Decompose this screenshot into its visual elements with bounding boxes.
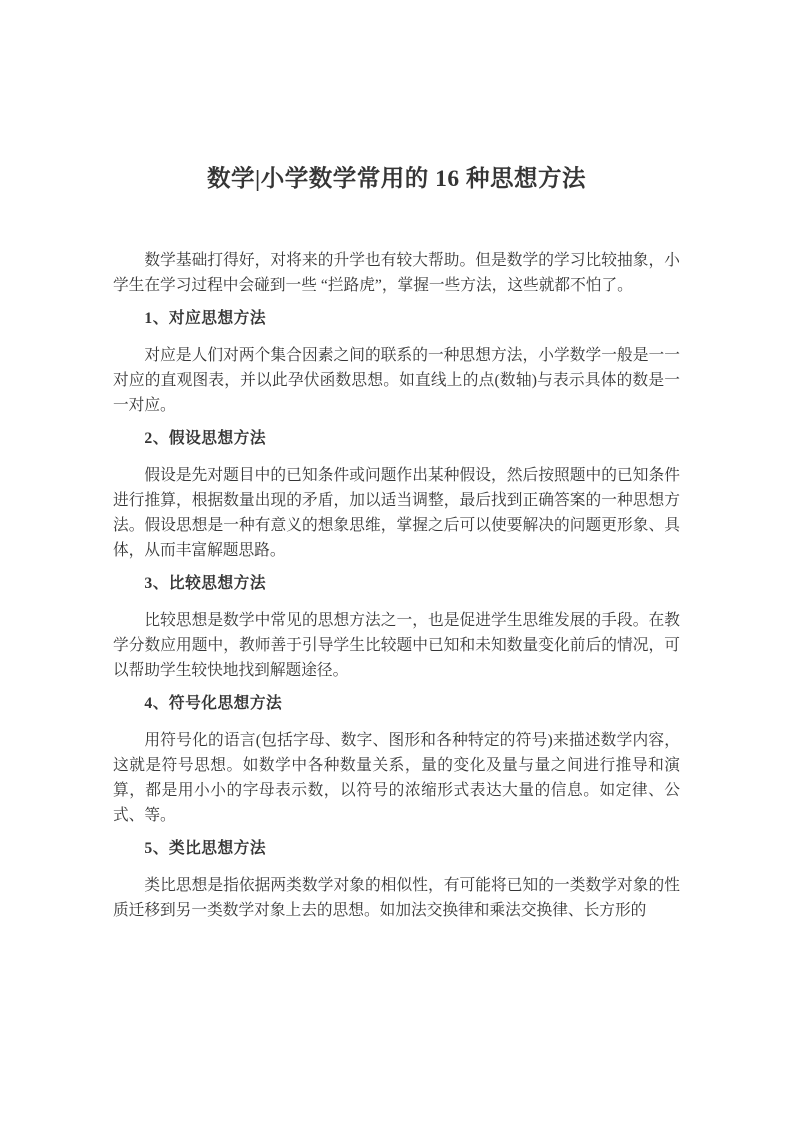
- section-4-heading: 4、符号化思想方法: [144, 695, 283, 712]
- section-2-heading: 2、假设思想方法: [144, 430, 267, 447]
- section-5-body: 类比思想是指依据两类数学对象的相似性，有可能将已知的一类数学对象的性质迁移到另一类数学对象上去的思想。如加法交换律和乘法交换律、长方形的: [113, 877, 680, 919]
- section-1-heading: 1、对应思想方法: [144, 310, 267, 327]
- section-4-body: 用符号化的语言(包括字母、数字、图形和各种特定的符号)来描述数学内容，这就是符号思想。如数学中各种数量关系，量的变化及量与量之间进行推导和演算，都是用小小的字母表示数，以符号的浓缩形式表达大量的信息。如定律、公式、等。: [113, 732, 680, 824]
- intro-paragraph: 数学基础打得好，对将来的升学也有较大帮助。但是数学的学习比较抽象，小学生在学习过程中会碰到一些 “拦路虎”，掌握一些方法，这些就都不怕了。: [113, 252, 680, 294]
- section-2: [113, 426, 680, 563]
- section-3-body: 比较思想是数学中常见的思想方法之一，也是促进学生思维发展的手段。在教学分数应用题中，教师善于引导学生比较题中已知和未知数量变化前后的情况，可以帮助学生较快地找到解题途径。: [113, 612, 680, 679]
- section-5: [113, 836, 680, 923]
- section-5-heading: 5、类比思想方法: [144, 840, 267, 857]
- section-3-heading: 3、比较思想方法: [144, 575, 267, 592]
- section-3: [113, 571, 680, 683]
- page-title: 数学|小学数学常用的 16 种思想方法: [207, 166, 586, 192]
- section-1-body: 对应是人们对两个集合因素之间的联系的一种思想方法，小学数学一般是一一对应的直观图表，并以此孕伏函数思想。如直线上的点(数轴)与表示具体的数是一一对应。: [113, 347, 680, 414]
- section-4: [113, 691, 680, 828]
- section-2-body: 假设是先对题目中的已知条件或问题作出某种假设，然后按照题中的已知条件进行推算，根据数量出现的矛盾，加以适当调整，最后找到正确答案的一种思想方法。假设思想是一种有意义的想象思维，掌握之后可以使要解决的问题更形象、具体，从而丰富解题思路。: [113, 467, 680, 559]
- section-1: [113, 306, 680, 418]
